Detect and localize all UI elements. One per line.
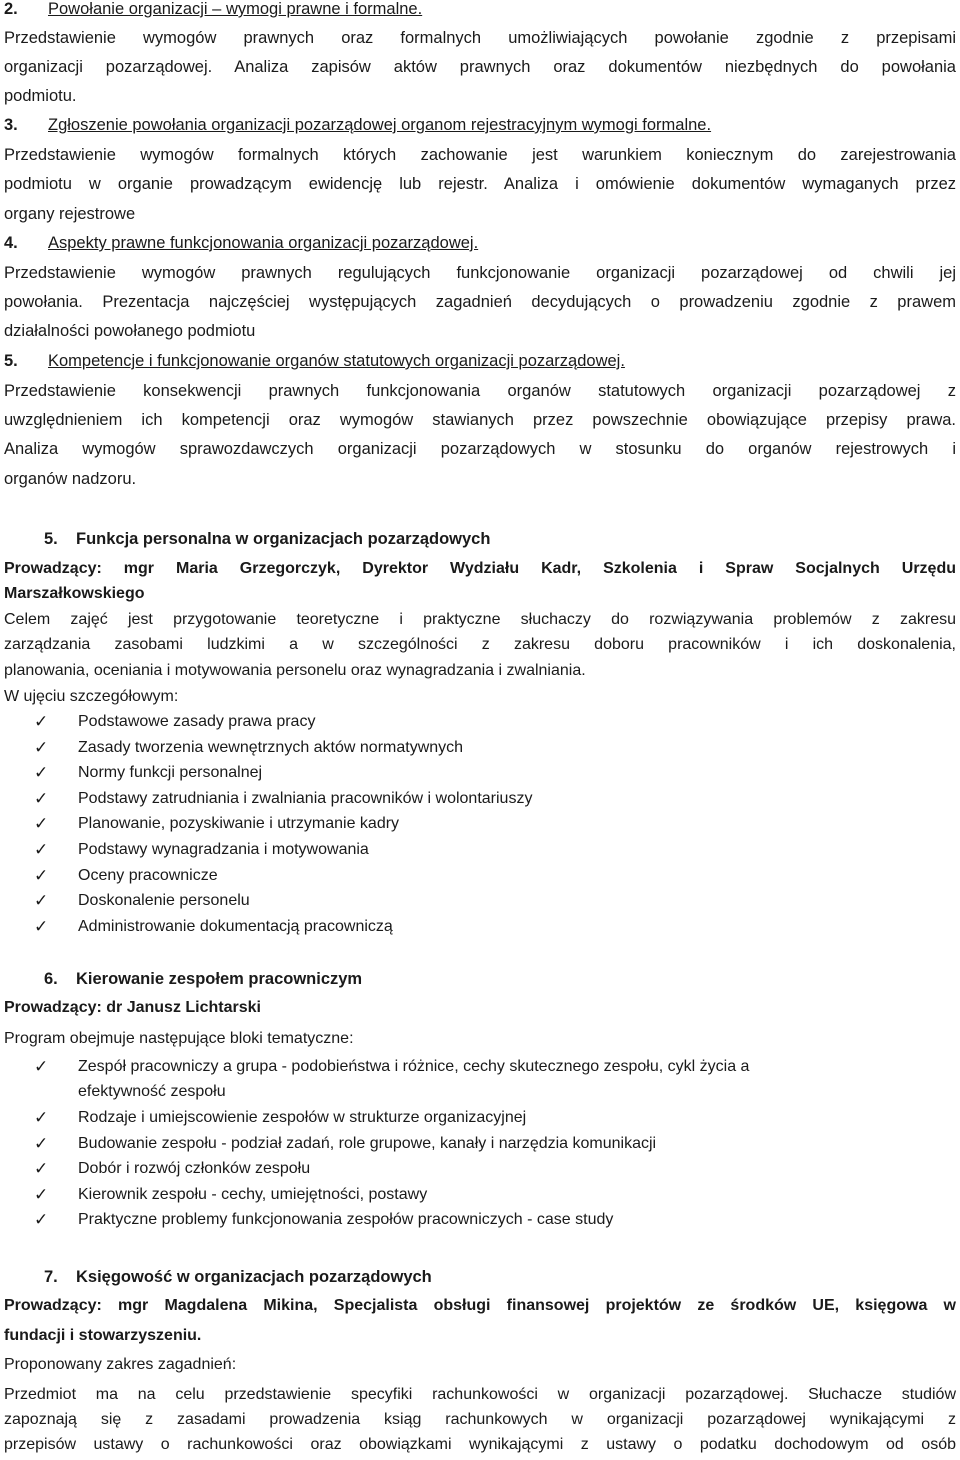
section-5-instructor-line-2: Marszałkowskiego (4, 585, 145, 602)
section-5-topic-item-text: Oceny pracownicze (78, 866, 218, 884)
check-icon: ✓ (34, 737, 49, 757)
check-icon: ✓ (34, 840, 49, 859)
item-5-title: Kompetencje i funkcjonowanie organów statutowych organizacji pozarządowej. (48, 352, 625, 370)
item-4-title: Aspekty prawne funkcjonowania organizacji pozarządowej. (48, 234, 479, 252)
section-6-instructor: Prowadzący: dr Janusz Lichtarski (4, 999, 261, 1016)
section-5-topic-item-text: Planowanie, pozyskiwanie i utrzymanie kadry (78, 815, 400, 833)
item-3-line-1: Przedstawienie wymogów formalnych których zachowanie jest warunkiem koniecznym do zarejestrowania (4, 146, 956, 164)
section-6-item-1-line-2: efektywność zespołu (78, 1083, 226, 1100)
item-4-line-1: Przedstawienie wymogów prawnych regulujących funkcjonowanie organizacji pozarządowej od chwili jej (4, 264, 956, 282)
section-7-body-line-2: zapoznają się z zasadami prowadzenia ksiąg rachunkowych w organizacji pozarządowej wynikającymi z (4, 1411, 956, 1428)
section-7-body-line-3: przepisów ustawy o rachunkowości oraz obowiązkami wynikającymi z ustawy o podatku dochodowym od osób (4, 1436, 956, 1453)
check-icon: ✓ (34, 916, 49, 936)
item-2-line-2: organizacji pozarządowej. Analiza zapisów aktów prawnych oraz dokumentów niezbędnych do powołania (4, 58, 956, 76)
check-icon: ✓ (34, 763, 49, 783)
item-3-line-3: organy rejestrowe (4, 205, 136, 223)
section-6-topic-item-text: Kierownik zespołu - cechy, umiejętności, postawy (78, 1185, 428, 1203)
check-icon: ✓ (34, 788, 49, 808)
item-5-line-3: Analiza wymogów sprawozdawczych organizacji pozarządowych w stosunku do organów rejestrowych i (4, 440, 956, 458)
check-icon: ✓ (34, 712, 49, 731)
section-7-number: 7. (44, 1268, 58, 1286)
item-2-number: 2. (4, 0, 18, 18)
item-4-line-3: działalności powołanego podmiotu (4, 322, 256, 340)
section-6-topic-item-text: Rodzaje i umiejscowienie zespołów w strukturze organizacyjnej (78, 1109, 527, 1126)
item-5-line-2: uwzględnieniem ich kompetencji oraz wymogów stawianych przez powszechnie obowiązujące przepisy prawa. (4, 411, 956, 429)
check-icon: ✓ (34, 814, 49, 834)
check-icon: ✓ (34, 891, 49, 911)
item-4-number: 4. (4, 234, 18, 252)
item-2-line-1: Przedstawienie wymogów prawnych oraz formalnych umożliwiających powołanie zgodnie z przepisami (4, 29, 956, 47)
section-5-number: 5. (44, 530, 58, 548)
section-5-topic-item-text: Podstawy zatrudniania i zwalniania pracowników i wolontariuszy (78, 789, 533, 807)
item-2-line-3: podmiotu. (4, 87, 77, 105)
item-5-line-1: Przedstawienie konsekwencji prawnych funkcjonowania organów statutowych organizacji pozarządowej z (4, 382, 956, 400)
section-5-topic-item-text: Doskonalenie personelu (78, 892, 250, 910)
section-7-scope-label: Proponowany zakres zagadnień: (4, 1356, 237, 1373)
section-6-item-1-line-1: Zespół pracowniczy a grupa - podobieństwa i różnice, cechy skutecznego zespołu, cykl życia a (78, 1058, 750, 1075)
section-5-topic-item-text: Normy funkcji personalnej (78, 764, 263, 782)
item-3-number: 3. (4, 116, 18, 134)
item-4-heading (4, 232, 956, 254)
item-5-number: 5. (4, 352, 18, 370)
section-5-goal-line-3: planowania, oceniania i motywowania personelu oraz wynagradzania i zwalniania. (4, 662, 586, 679)
section-5-topic-item-text: Administrowanie dokumentacją pracowniczą (78, 917, 393, 935)
check-icon: ✓ (34, 1108, 49, 1127)
section-6-topic-item-text: Dobór i rozwój członków zespołu (78, 1160, 311, 1178)
section-7-instructor-line-2: fundacji i stowarzyszeniu. (4, 1327, 202, 1344)
section-5-title: Funkcja personalna w organizacjach pozarządowych (76, 530, 491, 548)
check-icon: ✓ (34, 1057, 49, 1076)
item-5-line-4: organów nadzoru. (4, 470, 137, 488)
section-5-goal-line-1: Celem zajęć jest przygotowanie teoretyczne i praktyczne słuchaczy do rozwiązywania problemów z zakresu (4, 611, 956, 628)
section-7-title: Księgowość w organizacjach pozarządowych (76, 1268, 432, 1286)
check-icon: ✓ (34, 1133, 49, 1153)
item-3-title: Zgłoszenie powołania organizacji pozarządowej organom rejestracyjnym wymogi formalne. (48, 116, 712, 134)
item-2-title: Powołanie organizacji – wymogi prawne i formalne. (48, 0, 423, 18)
section-5-detail-label: W ujęciu szczegółowym: (4, 688, 179, 705)
item-3-heading (4, 114, 956, 136)
item-5-heading (4, 350, 956, 372)
check-icon: ✓ (34, 1159, 49, 1179)
item-2-heading (4, 0, 956, 20)
check-icon: ✓ (34, 1184, 49, 1204)
item-4-line-2: powołania. Prezentacja najczęściej występujących zagadnień decydujących o prowadzeniu zgodnie z prawem (4, 293, 956, 311)
section-6-program-label: Program obejmuje następujące bloki tematyczne: (4, 1030, 354, 1047)
section-5-topic-item-text: Podstawy wynagradzania i motywowania (78, 841, 369, 858)
section-5-goal-line-2: zarządzania zasobami ludzkimi a w szczególności z zakresu doboru pracowników i ich doskonalenia, (4, 636, 956, 653)
section-6-topic-item-text: Praktyczne problemy funkcjonowania zespołów pracowniczych - case study (78, 1211, 614, 1229)
section-6-topic-item-text: Budowanie zespołu - podział zadań, role grupowe, kanały i narzędzia komunikacji (78, 1134, 657, 1152)
section-6-title: Kierowanie zespołem pracowniczym (76, 970, 363, 988)
section-6-number: 6. (44, 970, 58, 988)
check-icon: ✓ (34, 1210, 49, 1230)
section-5-topic-item-text: Podstawowe zasady prawa pracy (78, 713, 316, 730)
section-7-instructor-line-1: Prowadzący: mgr Magdalena Mikina, Specjalista obsługi finansowej projektów ze środków UE, księgowa w (4, 1297, 956, 1314)
check-icon: ✓ (34, 865, 49, 885)
section-7-body-line-1: Przedmiot ma na celu przedstawienie specyfiki rachunkowości w organizacji pozarządowej. Słuchacze studiów (4, 1386, 956, 1403)
item-3-line-2: podmiotu w organie prowadzącym ewidencję lub rejestr. Analiza i omówienie dokumentów wymaganych przez (4, 175, 956, 193)
section-5-topic-item-text: Zasady tworzenia wewnętrznych aktów normatywnych (78, 738, 464, 756)
section-5-instructor-line-1: Prowadzący: mgr Maria Grzegorczyk, Dyrektor Wydziału Kadr, Szkolenia i Spraw Socjalnych Urzędu (4, 560, 956, 577)
